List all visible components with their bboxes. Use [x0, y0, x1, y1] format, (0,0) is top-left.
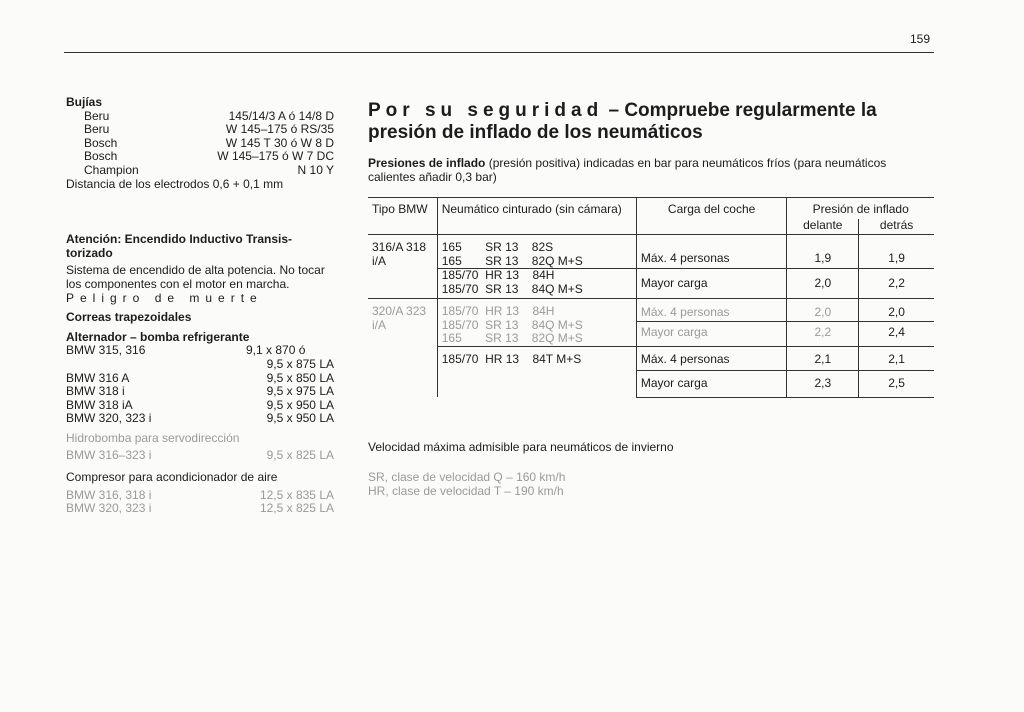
danger-warning: Peligro de muerte [66, 290, 263, 305]
compressor-value: 12,5 x 835 LA [259, 487, 334, 502]
belt-model: BMW 318 i [66, 384, 125, 399]
table-row [368, 235, 934, 269]
col-load: Carga del coche [636, 198, 787, 235]
tyres-cell: 185/70 HR 13 84H 185/70 SR 13 84Q M+S 165 SR 13 82Q M+S [437, 299, 636, 347]
title-spaced-part: Por su seguridad [368, 100, 604, 121]
table-header-row [368, 198, 934, 219]
belt-row [66, 372, 334, 386]
belt-row [66, 412, 334, 426]
belt-model: BMW 320, 323 i [66, 411, 152, 426]
header-rule [64, 52, 934, 53]
hydro-row [66, 449, 334, 463]
tyres-cell: 185/70 HR 13 84T M+S [437, 346, 636, 397]
bujia-brand: Bosch [84, 149, 118, 164]
left-column [66, 96, 334, 516]
compressor-row [66, 489, 334, 503]
belt-value: 9,5 x 950 LA [266, 411, 334, 426]
tire-pressure-table [368, 197, 934, 398]
belt-row [66, 399, 334, 413]
belt-value: 9,5 x 975 LA [266, 384, 334, 399]
bujia-brand: Beru [84, 122, 110, 137]
belt-value: 9,5 x 850 LA [266, 370, 334, 385]
belt-row [66, 358, 334, 372]
title-rest: – Compruebe regularmente la presión de inflado de los neumáticos [368, 100, 877, 143]
hydro-model: BMW 316–323 i [66, 448, 152, 463]
bujia-row [66, 123, 334, 137]
col-tipo: Tipo BMW [368, 198, 437, 235]
load-cell: Máx. 4 personas [636, 299, 787, 322]
front-pressure: 2,0 [787, 269, 859, 299]
speed-classes [368, 470, 934, 498]
bujia-value: N 10 Y [297, 162, 334, 177]
compressor-value: 12,5 x 825 LA [259, 501, 334, 516]
tyres-cell: 165 SR 13 82S 165 SR 13 82Q M+S [437, 235, 636, 269]
bujia-brand: Champion [84, 162, 139, 177]
model-group-2: 320/A 323 i/A [368, 299, 437, 398]
load-cell: Máx. 4 personas [636, 235, 787, 269]
intro-text: (presión positiva) indicadas en bar para neumáticos fríos (para neumáticos calientes añadir 0,3 bar) [368, 156, 887, 184]
belt-row [66, 385, 334, 399]
intro-bold: Presiones de inflado [368, 156, 486, 170]
bujia-value: W 145–175 ó RS/35 [225, 122, 334, 137]
bujia-value: W 145 T 30 ó W 8 D [225, 135, 334, 150]
intro-paragraph [368, 156, 934, 184]
rear-pressure: 1,9 [859, 235, 934, 269]
bujia-brand: Beru [84, 108, 110, 123]
load-cell: Mayor carga [636, 371, 787, 398]
bujia-row [66, 137, 334, 151]
bujia-value: W 145–175 ó W 7 DC [217, 149, 334, 164]
belts-heading: Correas trapezoidales [66, 310, 192, 325]
compressor-model: BMW 320, 323 i [66, 501, 152, 516]
tyres-cell: 185/70 HR 13 84H 185/70 SR 13 84Q M+S [437, 269, 636, 299]
belt-value: 9,1 x 870 ó [246, 343, 306, 358]
model-group-1: 316/A 318 i/A [372, 240, 427, 268]
col-pressure: Presión de inflado [787, 198, 934, 219]
col-rear: detrás [859, 219, 934, 235]
load-cell: Mayor carga [636, 322, 787, 346]
belt-value: 9,5 x 950 LA [266, 397, 334, 412]
bujia-value: 145/14/3 A ó 14/8 D [228, 108, 334, 123]
bujia-brand: Bosch [84, 135, 118, 150]
electrode-distance: Distancia de los electrodos 0,6 + 0,1 mm [66, 176, 284, 191]
belt-model: BMW 316 A [66, 370, 130, 385]
col-front: delante [787, 219, 859, 235]
table-row [368, 269, 934, 299]
load-cell: Máx. 4 personas [636, 346, 787, 371]
compressor-heading: Compresor para acondicionador de aire [66, 470, 278, 485]
winter-tyre-note: Velocidad máxima admisible para neumáticos de invierno [368, 440, 674, 454]
rear-pressure: 2,0 [859, 299, 934, 322]
hydro-value: 9,5 x 825 LA [266, 448, 334, 463]
rear-pressure: 2,2 [859, 269, 934, 299]
hydro-heading: Hidrobomba para servodirección [66, 430, 240, 445]
rear-pressure: 2,1 [859, 346, 934, 371]
attention-text: Sistema de encendido de alta potencia. No tocar los componentes con el motor en marcha. [66, 263, 325, 291]
col-tyre: Neumático cinturado (sin cámara) [437, 198, 636, 235]
table-row [368, 346, 934, 371]
bujias-heading: Bujías [66, 95, 103, 109]
speed-class-hr: HR, clase de velocidad T – 190 km/h [368, 484, 564, 498]
bujia-row [66, 110, 334, 124]
front-pressure: 2,0 [787, 299, 859, 322]
speed-class-sr: SR, clase de velocidad Q – 160 km/h [368, 470, 566, 484]
belt-row [66, 344, 334, 358]
front-pressure: 2,2 [787, 322, 859, 346]
table-row [368, 299, 934, 322]
page-number: 159 [909, 32, 930, 46]
belt-model: BMW 318 iA [66, 397, 133, 412]
front-pressure: 2,3 [787, 371, 859, 398]
front-pressure: 2,1 [787, 346, 859, 371]
alternator-heading: Alternador – bomba refrigerante [66, 329, 250, 344]
rear-pressure: 2,4 [859, 322, 934, 346]
attention-heading: Atención: Encendido Inductivo Transis-torizado [66, 232, 293, 260]
belt-model: BMW 315, 316 [66, 343, 146, 358]
belt-value: 9,5 x 875 LA [266, 356, 334, 371]
load-cell: Mayor carga [636, 269, 787, 299]
page-title [368, 100, 938, 144]
front-pressure: 1,9 [787, 235, 859, 269]
compressor-model: BMW 316, 318 i [66, 487, 152, 502]
bujia-row [66, 150, 334, 164]
bujia-row [66, 164, 334, 178]
compressor-row [66, 502, 334, 516]
rear-pressure: 2,5 [859, 371, 934, 398]
